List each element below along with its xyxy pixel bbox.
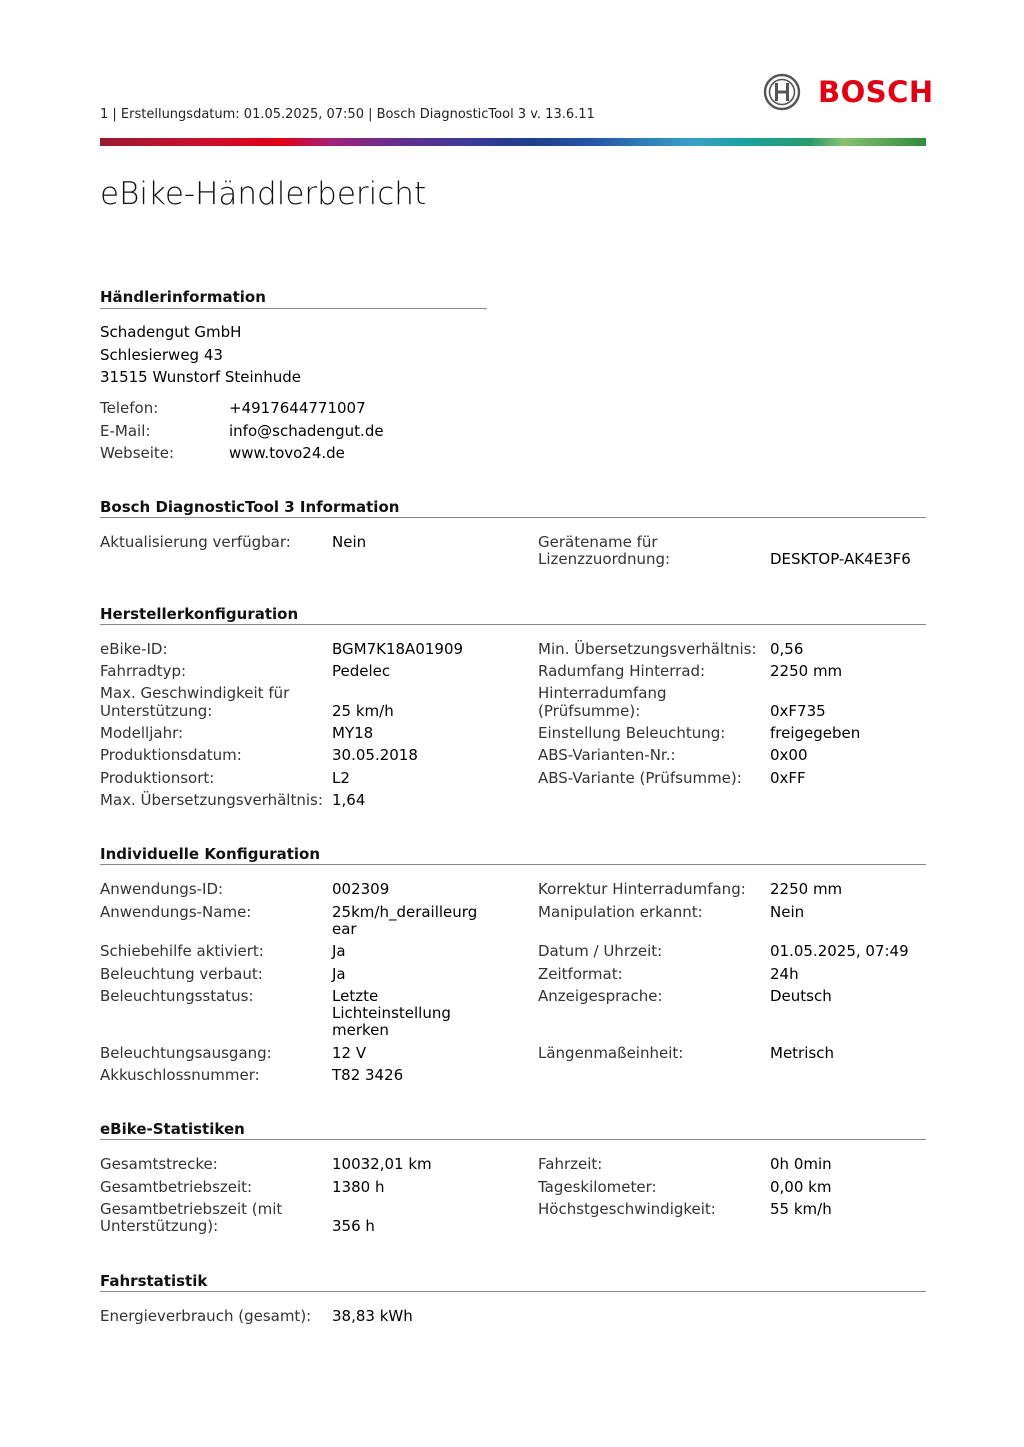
section-heading-haendler: Händlerinformation xyxy=(100,288,266,306)
field-value: Nein xyxy=(332,533,367,551)
address-line: Schlesierweg 43 xyxy=(100,346,223,364)
field-value: 38,83 kWh xyxy=(332,1307,413,1325)
field-label: Korrektur Hinterradumfang: xyxy=(538,880,746,898)
field-value: L2 xyxy=(332,769,350,787)
field-value: 356 h xyxy=(332,1217,375,1235)
field-label: Fahrradtyp: xyxy=(100,662,187,680)
field-label: Gesamtstrecke: xyxy=(100,1155,218,1173)
color-bar xyxy=(100,138,926,146)
section-heading-fahrstatistik: Fahrstatistik xyxy=(100,1272,208,1290)
field-label: Gesamtbetriebszeit: xyxy=(100,1178,253,1196)
field-label: Max. Geschwindigkeit für xyxy=(100,684,290,702)
section-rule xyxy=(100,1139,926,1140)
bosch-logo xyxy=(762,72,932,112)
logo-wordmark: BOSCH xyxy=(818,75,934,109)
field-value: 1380 h xyxy=(332,1178,385,1196)
field-value: ear xyxy=(332,920,357,938)
field-label: Längenmaßeinheit: xyxy=(538,1044,684,1062)
field-value: MY18 xyxy=(332,724,374,742)
field-label: Anwendungs-Name: xyxy=(100,903,252,921)
field-label: Max. Übersetzungsverhältnis: xyxy=(100,791,323,809)
field-label: Anzeigesprache: xyxy=(538,987,663,1005)
section-rule xyxy=(100,864,926,865)
field-label: Datum / Uhrzeit: xyxy=(538,942,663,960)
field-value: 30.05.2018 xyxy=(332,746,418,764)
field-label: Unterstützung: xyxy=(100,702,213,720)
page-title: eBike-Händlerbericht xyxy=(100,176,427,212)
field-label: Min. Übersetzungsverhältnis: xyxy=(538,640,757,658)
section-rule xyxy=(100,1291,926,1292)
field-value: 0xFF xyxy=(770,769,806,787)
field-label: eBike-ID: xyxy=(100,640,168,658)
field-value: 25 km/h xyxy=(332,702,394,720)
field-label: (Prüfsumme): xyxy=(538,702,641,720)
field-label: Hinterradumfang xyxy=(538,684,667,702)
field-value: Letzte xyxy=(332,987,379,1005)
field-label: Beleuchtungsausgang: xyxy=(100,1044,272,1062)
field-value: 10032,01 km xyxy=(332,1155,432,1173)
bosch-armature-icon xyxy=(762,72,802,112)
phone-value: +4917644771007 xyxy=(229,399,366,417)
field-value: T82 3426 xyxy=(332,1066,404,1084)
field-value: 0xF735 xyxy=(770,702,826,720)
field-label: Aktualisierung verfügbar: xyxy=(100,533,291,551)
field-label: Zeitformat: xyxy=(538,965,623,983)
header-line: 1 | Erstellungsdatum: 01.05.2025, 07:50 | Bosch DiagnosticTool 3 v. 13.6.11 xyxy=(100,107,595,122)
field-label: Tageskilometer: xyxy=(538,1178,657,1196)
field-label: Einstellung Beleuchtung: xyxy=(538,724,726,742)
field-value: 12 V xyxy=(332,1044,367,1062)
field-label: ABS-Varianten-Nr.: xyxy=(538,746,676,764)
field-value: Metrisch xyxy=(770,1044,834,1062)
field-label: Höchstgeschwindigkeit: xyxy=(538,1200,716,1218)
contact-label: Telefon: xyxy=(100,399,159,417)
field-label: Energieverbrauch (gesamt): xyxy=(100,1307,312,1325)
field-label: Unterstützung): xyxy=(100,1217,219,1235)
section-rule xyxy=(100,308,487,309)
section-heading-statistiken: eBike-Statistiken xyxy=(100,1120,245,1138)
field-label: Gerätename für xyxy=(538,533,658,551)
field-value: Deutsch xyxy=(770,987,832,1005)
field-label: Schiebehilfe aktiviert: xyxy=(100,942,264,960)
field-value: Pedelec xyxy=(332,662,391,680)
field-label: Lizenzzuordnung: xyxy=(538,550,671,568)
address-line: Schadengut GmbH xyxy=(100,323,242,341)
section-rule xyxy=(100,624,926,625)
field-label: Produktionsdatum: xyxy=(100,746,242,764)
field-value: Ja xyxy=(332,942,346,960)
field-label: Radumfang Hinterrad: xyxy=(538,662,706,680)
field-value: Lichteinstellung xyxy=(332,1004,451,1022)
field-value: 0,56 xyxy=(770,640,804,658)
field-label: Modelljahr: xyxy=(100,724,184,742)
field-value: merken xyxy=(332,1021,389,1039)
section-heading-hersteller: Herstellerkonfiguration xyxy=(100,605,299,623)
field-value: 0,00 km xyxy=(770,1178,832,1196)
field-value: Ja xyxy=(332,965,346,983)
field-value: 2250 mm xyxy=(770,662,843,680)
section-rule xyxy=(100,517,926,518)
website-value: www.tovo24.de xyxy=(229,444,345,462)
field-value: DESKTOP-AK4E3F6 xyxy=(770,550,911,568)
field-value: freigegeben xyxy=(770,724,861,742)
contact-label: E-Mail: xyxy=(100,422,151,440)
field-label: Gesamtbetriebszeit (mit xyxy=(100,1200,283,1218)
field-value: 002309 xyxy=(332,880,390,898)
field-label: Akkuschlossnummer: xyxy=(100,1066,260,1084)
section-heading-individuell: Individuelle Konfiguration xyxy=(100,845,321,863)
field-label: ABS-Variante (Prüfsumme): xyxy=(538,769,742,787)
field-value: 1,64 xyxy=(332,791,366,809)
field-value: 2250 mm xyxy=(770,880,843,898)
field-value: 01.05.2025, 07:49 xyxy=(770,942,909,960)
field-label: Produktionsort: xyxy=(100,769,215,787)
section-heading-tool: Bosch DiagnosticTool 3 Information xyxy=(100,498,400,516)
field-label: Beleuchtung verbaut: xyxy=(100,965,263,983)
field-label: Fahrzeit: xyxy=(538,1155,603,1173)
field-value: 0x00 xyxy=(770,746,808,764)
field-value: 55 km/h xyxy=(770,1200,832,1218)
field-value: BGM7K18A01909 xyxy=(332,640,464,658)
field-label: Anwendungs-ID: xyxy=(100,880,224,898)
address-line: 31515 Wunstorf Steinhude xyxy=(100,368,301,386)
field-value: Nein xyxy=(770,903,805,921)
field-label: Beleuchtungsstatus: xyxy=(100,987,254,1005)
email-value: info@schadengut.de xyxy=(229,422,384,440)
field-value: 0h 0min xyxy=(770,1155,832,1173)
field-value: 25km/h_derailleurg xyxy=(332,903,478,921)
contact-label: Webseite: xyxy=(100,444,175,462)
field-value: 24h xyxy=(770,965,799,983)
field-label: Manipulation erkannt: xyxy=(538,903,703,921)
